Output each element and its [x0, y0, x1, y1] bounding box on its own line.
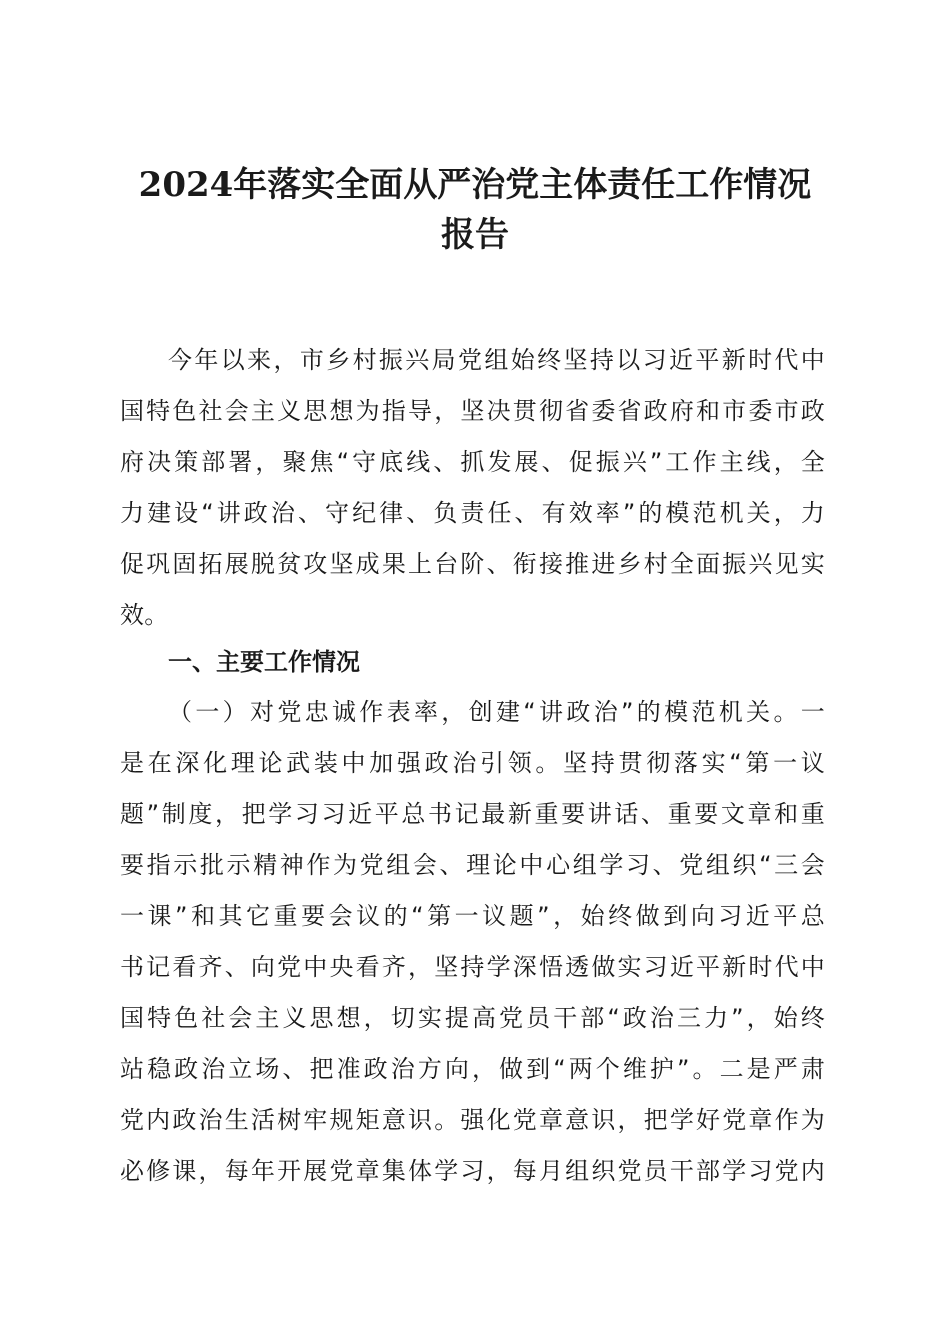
- paragraph-2-line: 党内政治生活树牢规矩意识。强化党章意识，把学好党章作为: [120, 1106, 825, 1134]
- paragraph-1-line: 力建设“讲政治、守纪律、负责任、有效率”的模范机关，力: [120, 499, 825, 527]
- paragraph-2-line: 国特色社会主义思想，切实提高党员干部“政治三力”，始终: [120, 1004, 825, 1032]
- paragraph-2-line: 题”制度，把学习习近平总书记最新重要讲话、重要文章和重: [120, 800, 825, 828]
- document-title-line-2: 报告: [441, 215, 509, 255]
- paragraph-2-line: 是在深化理论武装中加强政治引领。坚持贯彻落实“第一议: [120, 749, 825, 777]
- paragraph-1-line: 府决策部署，聚焦“守底线、抓发展、促振兴”工作主线，全: [120, 448, 825, 476]
- paragraph-1-line: 效。: [120, 601, 169, 629]
- paragraph-2-line: 一课”和其它重要会议的“第一议题”，始终做到向习近平总: [120, 902, 825, 930]
- paragraph-2-line: 站稳政治立场、把准政治方向，做到“两个维护”。二是严肃: [120, 1055, 825, 1083]
- document-title-line-1: 2024年落实全面从严治党主体责任工作情况: [138, 165, 812, 205]
- paragraph-1-line: 今年以来，市乡村振兴局党组始终坚持以习近平新时代中: [168, 346, 825, 374]
- paragraph-1-line: 国特色社会主义思想为指导，坚决贯彻省委省政府和市委市政: [120, 397, 825, 425]
- paragraph-2-line: 必修课，每年开展党章集体学习，每月组织党员干部学习党内: [120, 1157, 825, 1185]
- paragraph-2-line: 要指示批示精神作为党组会、理论中心组学习、党组织“三会: [120, 851, 825, 879]
- section-heading: 一、主要工作情况: [168, 648, 360, 676]
- paragraph-1-line: 促巩固拓展脱贫攻坚成果上台阶、衔接推进乡村全面振兴见实: [120, 550, 825, 578]
- paragraph-2-line: （一）对党忠诚作表率，创建“讲政治”的模范机关。一: [168, 698, 825, 726]
- paragraph-2-line: 书记看齐、向党中央看齐，坚持学深悟透做实习近平新时代中: [120, 953, 825, 981]
